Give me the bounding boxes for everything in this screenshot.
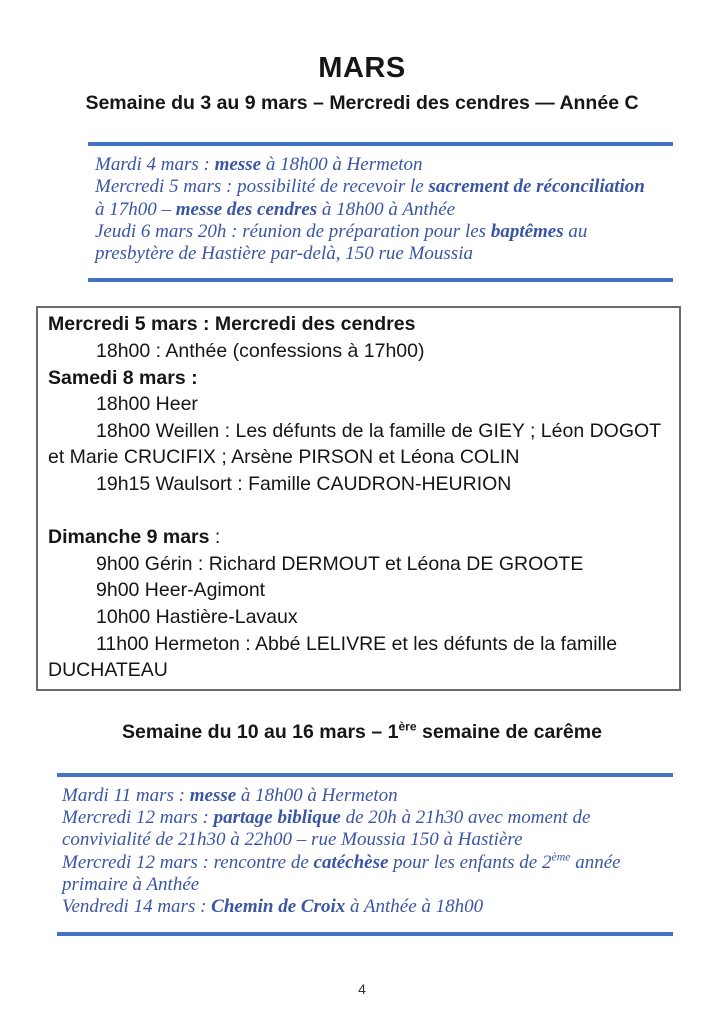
schedule-line: et Marie CRUCIFIX ; Arsène PIRSON et Léona COLIN: [48, 446, 520, 469]
note-line: Jeudi 6 mars 20h : réunion de préparation pour les baptêmes au: [95, 220, 588, 242]
week1-notes-section: [88, 142, 673, 282]
schedule-line: 18h00 Weillen : Les défunts de la famille de GIEY ; Léon DOGOT: [96, 419, 662, 442]
schedule-spacer: [48, 498, 671, 525]
schedule-line: 10h00 Hastière-Lavaux: [96, 606, 298, 629]
note-line: Mardi 11 mars : messe à 18h00 à Hermeton: [62, 784, 398, 806]
note-line: Mardi 4 mars : messe à 18h00 à Hermeton: [95, 154, 423, 175]
week1-schedule-box: [36, 306, 681, 690]
schedule-line: Samedi 8 mars :: [48, 366, 198, 389]
schedule-line: 18h00 Heer: [96, 393, 198, 416]
week2-heading: Semaine du 10 au 16 mars – 1ère semaine de carême: [122, 719, 602, 743]
page-title: MARS: [318, 52, 406, 84]
schedule-line: 18h00 : Anthée (confessions à 17h00): [96, 340, 425, 363]
note-line: Mercredi 12 mars : partage biblique de 20h à 21h30 avec moment de: [62, 807, 591, 829]
note-line: convivialité de 21h30 à 22h00 – rue Moussia 150 à Hastière: [62, 829, 523, 851]
schedule-line: 9h00 Heer-Agimont: [96, 579, 266, 602]
note-line: primaire à Anthée: [62, 873, 200, 895]
note-line: à 17h00 – messe des cendres à 18h00 à Anthée: [95, 198, 456, 220]
schedule-line: Dimanche 9 mars :: [48, 526, 221, 549]
week2-notes-section: [57, 773, 673, 936]
week1-heading: Semaine du 3 au 9 mars – Mercredi des cendres — Année C: [85, 92, 639, 114]
schedule-line: 11h00 Hermeton : Abbé LELIVRE et les défunts de la famille: [96, 632, 618, 655]
page-number: 4: [358, 981, 366, 997]
schedule-line: DUCHATEAU: [48, 659, 168, 682]
note-line: Vendredi 14 mars : Chemin de Croix à Anthée à 18h00: [62, 896, 484, 918]
note-line: Mercredi 12 mars : rencontre de catéchèse pour les enfants de 2ème année: [62, 850, 621, 873]
schedule-line: 19h15 Waulsort : Famille CAUDRON-HEURION: [96, 473, 512, 496]
note-line: Mercredi 5 mars : possibilité de recevoir le sacrement de réconciliation: [95, 176, 645, 198]
schedule-line: Mercredi 5 mars : Mercredi des cendres: [48, 313, 416, 336]
schedule-line: 9h00 Gérin : Richard DERMOUT et Léona DE GROOTE: [96, 552, 584, 575]
note-line: presbytère de Hastière par-delà, 150 rue Moussia: [95, 243, 473, 265]
